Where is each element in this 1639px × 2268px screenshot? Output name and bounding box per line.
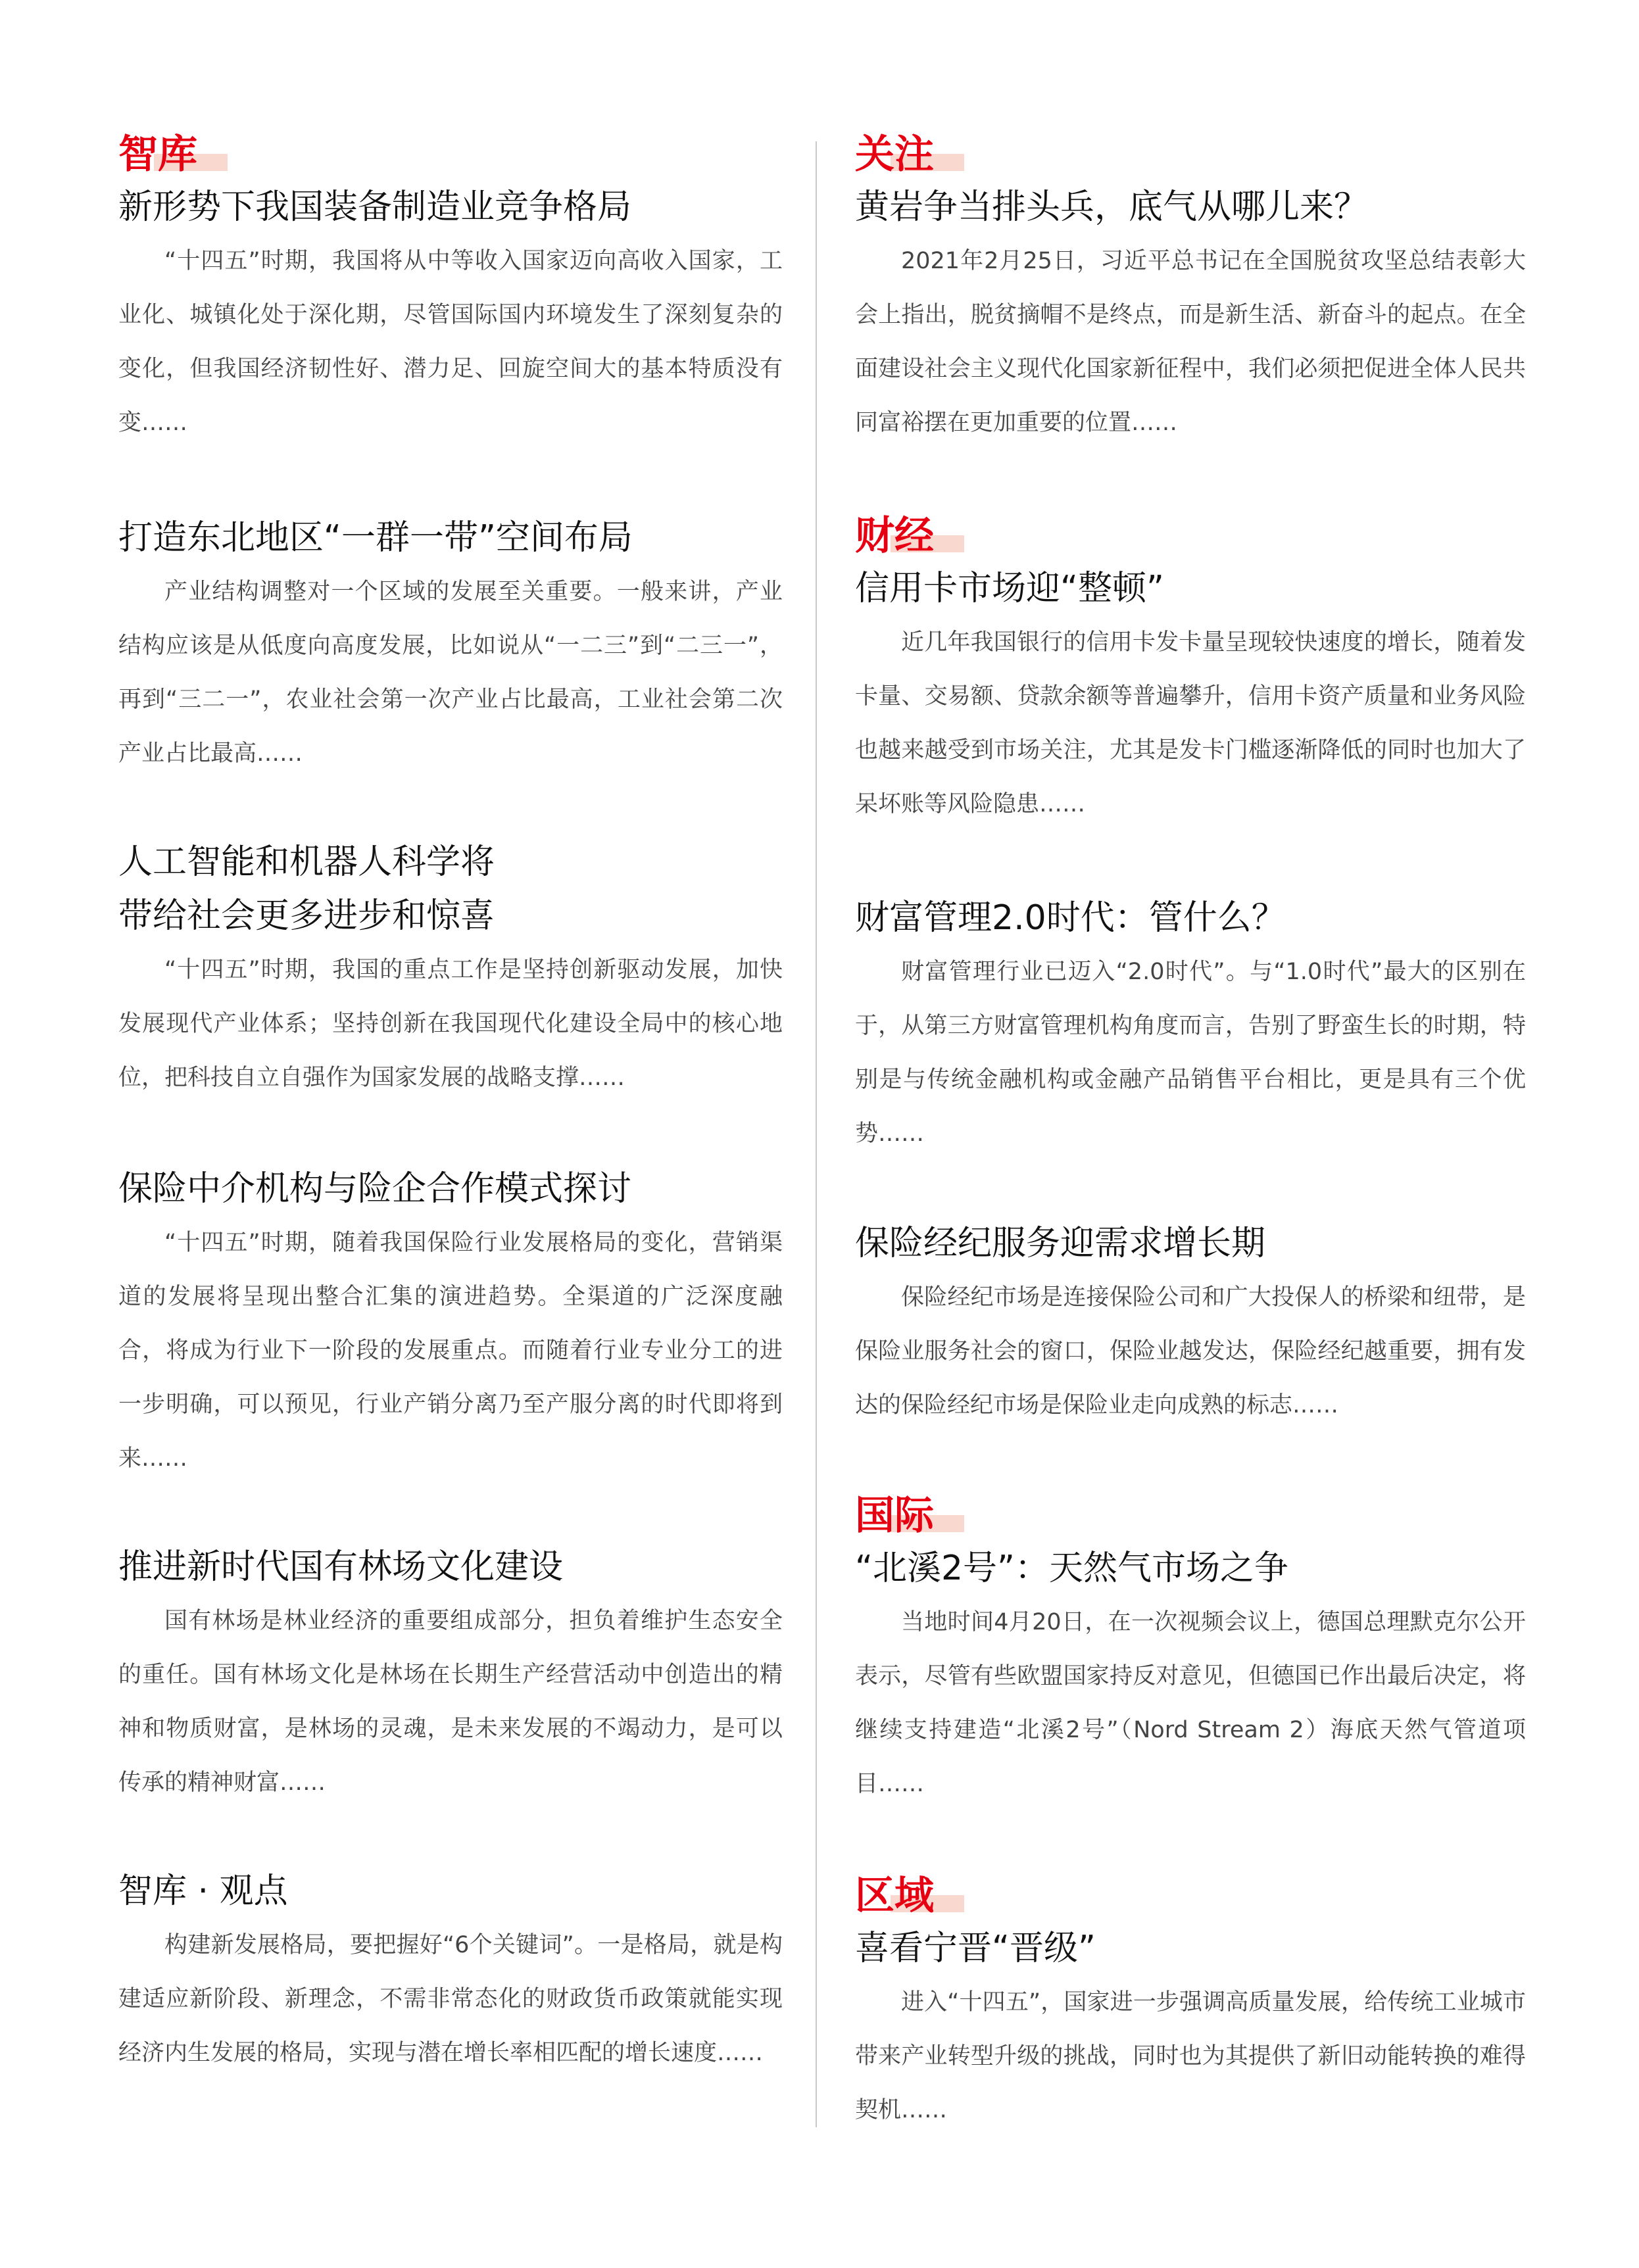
article-excerpt: 当地时间4月20日，在一次视频会议上，德国总理默克尔公开表示，尽管有些欧盟国家持反对意见，但德国已作出最后决定，将继续支持建造“北溪2号”（Nord Stream 2）海底天然气管道项目……	[855, 1609, 1526, 1797]
article-excerpt: “十四五”时期，我国将从中等收入国家迈向高收入国家，工业化、城镇化处于深化期，尽管国际国内环境发生了深刻复杂的变化，但我国经济韧性好、潜力足、回旋空间大的基本特质没有变……	[118, 248, 783, 436]
article-ningjin[interactable]	[855, 1873, 1526, 2137]
section-tag-label: 关注	[855, 132, 934, 178]
article-excerpt: 保险经纪市场是连接保险公司和广大投保人的桥梁和纽带，是保险业服务社会的窗口，保险业越发达，保险经纪越重要，拥有发达的保险经纪市场是保险业走向成熟的标志……	[855, 1284, 1526, 1418]
article-northeast-layout[interactable]	[118, 511, 783, 781]
section-tag-quyu	[855, 1873, 1526, 1919]
section-tag-label: 智库	[118, 132, 197, 178]
section-tag-label: 区域	[855, 1873, 934, 1919]
article-excerpt: 产业结构调整对一个区域的发展至关重要。一般来讲，产业结构应该是从低度向高度发展，比如说从“一二三”到“二三一”，再到“三二一”，农业社会第一次产业占比最高，工业社会第二次产业占比最高……	[118, 579, 783, 767]
article-insurance-intermediary[interactable]	[118, 1162, 783, 1485]
article-title[interactable]: 智库 · 观点	[118, 1871, 288, 1911]
article-title[interactable]: 新形势下我国装备制造业竞争格局	[118, 187, 632, 227]
article-title[interactable]: 保险经纪服务迎需求增长期	[855, 1224, 1266, 1263]
article-title[interactable]: 推进新时代国有林场文化建设	[118, 1547, 564, 1587]
article-excerpt: “十四五”时期，随着我国保险行业发展格局的变化，营销渠道的发展将呈现出整合汇集的演进趋势。全渠道的广泛深度融合，将成为行业下一阶段的发展重点。而随着行业专业分工的进一步明确，可以预见，行业产销分离乃至产服分离的时代即将到来……	[118, 1230, 783, 1472]
section-tag-label: 财经	[855, 513, 934, 559]
article-equipment-manufacturing[interactable]	[118, 132, 783, 450]
article-ai-robotics[interactable]	[118, 835, 783, 1105]
article-title[interactable]: 黄岩争当排头兵，底气从哪儿来？	[855, 187, 1369, 227]
article-title[interactable]: 保险中介机构与险企合作模式探讨	[118, 1169, 632, 1209]
article-title[interactable]: 信用卡市场迎“整顿”	[855, 569, 1164, 608]
article-title[interactable]: “北溪2号”：天然气市场之争	[855, 1549, 1288, 1588]
article-title-line-1[interactable]: 人工智能和机器人科学将	[118, 842, 495, 882]
section-tag-label: 国际	[855, 1493, 934, 1539]
section-tag-zhiku	[118, 132, 783, 178]
article-excerpt: 财富管理行业已迈入“2.0时代”。与“1.0时代”最大的区别在于，从第三方财富管理机构角度而言，告别了野蛮生长的时期，特别是与传统金融机构或金融产品销售平台相比，更是具有三个优势……	[855, 959, 1526, 1147]
section-tag-guoji	[855, 1493, 1526, 1539]
article-huangyan[interactable]	[855, 132, 1526, 450]
article-excerpt: 近几年我国银行的信用卡发卡量呈现较快速度的增长，随着发卡量、交易额、贷款余额等普遍攀升，信用卡资产质量和业务风险也越来越受到市场关注，尤其是发卡门槛逐渐降低的同时也加大了呆坏账等风险隐患……	[855, 629, 1526, 817]
article-excerpt: 2021年2月25日，习近平总书记在全国脱贫攻坚总结表彰大会上指出，脱贫摘帽不是终点，而是新生活、新奋斗的起点。在全面建设社会主义现代化国家新征程中，我们必须把促进全体人民共同富裕摆在更加重要的位置……	[855, 248, 1526, 436]
article-think-tank-views[interactable]	[118, 1864, 783, 2080]
article-title[interactable]: 打造东北地区“一群一带”空间布局	[118, 518, 633, 558]
article-insurance-brokerage[interactable]	[855, 1217, 1526, 1432]
article-forest-culture[interactable]	[118, 1540, 783, 1810]
column-divider	[816, 141, 817, 2127]
article-wealth-management[interactable]	[855, 891, 1526, 1161]
article-excerpt: 国有林场是林业经济的重要组成部分，担负着维护生态安全的重任。国有林场文化是林场在长期生产经营活动中创造出的精神和物质财富，是林场的灵魂，是未来发展的不竭动力，是可以传承的精神财富……	[118, 1608, 783, 1796]
section-tag-guanzhu	[855, 132, 1526, 178]
article-excerpt: 进入“十四五”，国家进一步强调高质量发展，给传统工业城市带来产业转型升级的挑战，同时也为其提供了新旧动能转换的难得契机……	[855, 1989, 1526, 2123]
article-excerpt: 构建新发展格局，要把握好“6个关键词”。一是格局，就是构建适应新阶段、新理念，不需非常态化的财政货币政策就能实现经济内生发展的格局，实现与潜在增长率相匹配的增长速度……	[118, 1932, 783, 2066]
article-title[interactable]: 喜看宁晋“晋级”	[855, 1929, 1096, 1968]
article-title[interactable]: 财富管理2.0时代：管什么？	[855, 898, 1286, 938]
article-nord-stream[interactable]	[855, 1493, 1526, 1811]
section-tag-caijing	[855, 513, 1526, 559]
article-credit-card[interactable]	[855, 513, 1526, 831]
article-excerpt: “十四五”时期，我国的重点工作是坚持创新驱动发展，加快发展现代产业体系；坚持创新在我国现代化建设全局中的核心地位，把科技自立自强作为国家发展的战略支撑……	[118, 957, 783, 1091]
article-title-line-2[interactable]: 带给社会更多进步和惊喜	[118, 896, 495, 936]
